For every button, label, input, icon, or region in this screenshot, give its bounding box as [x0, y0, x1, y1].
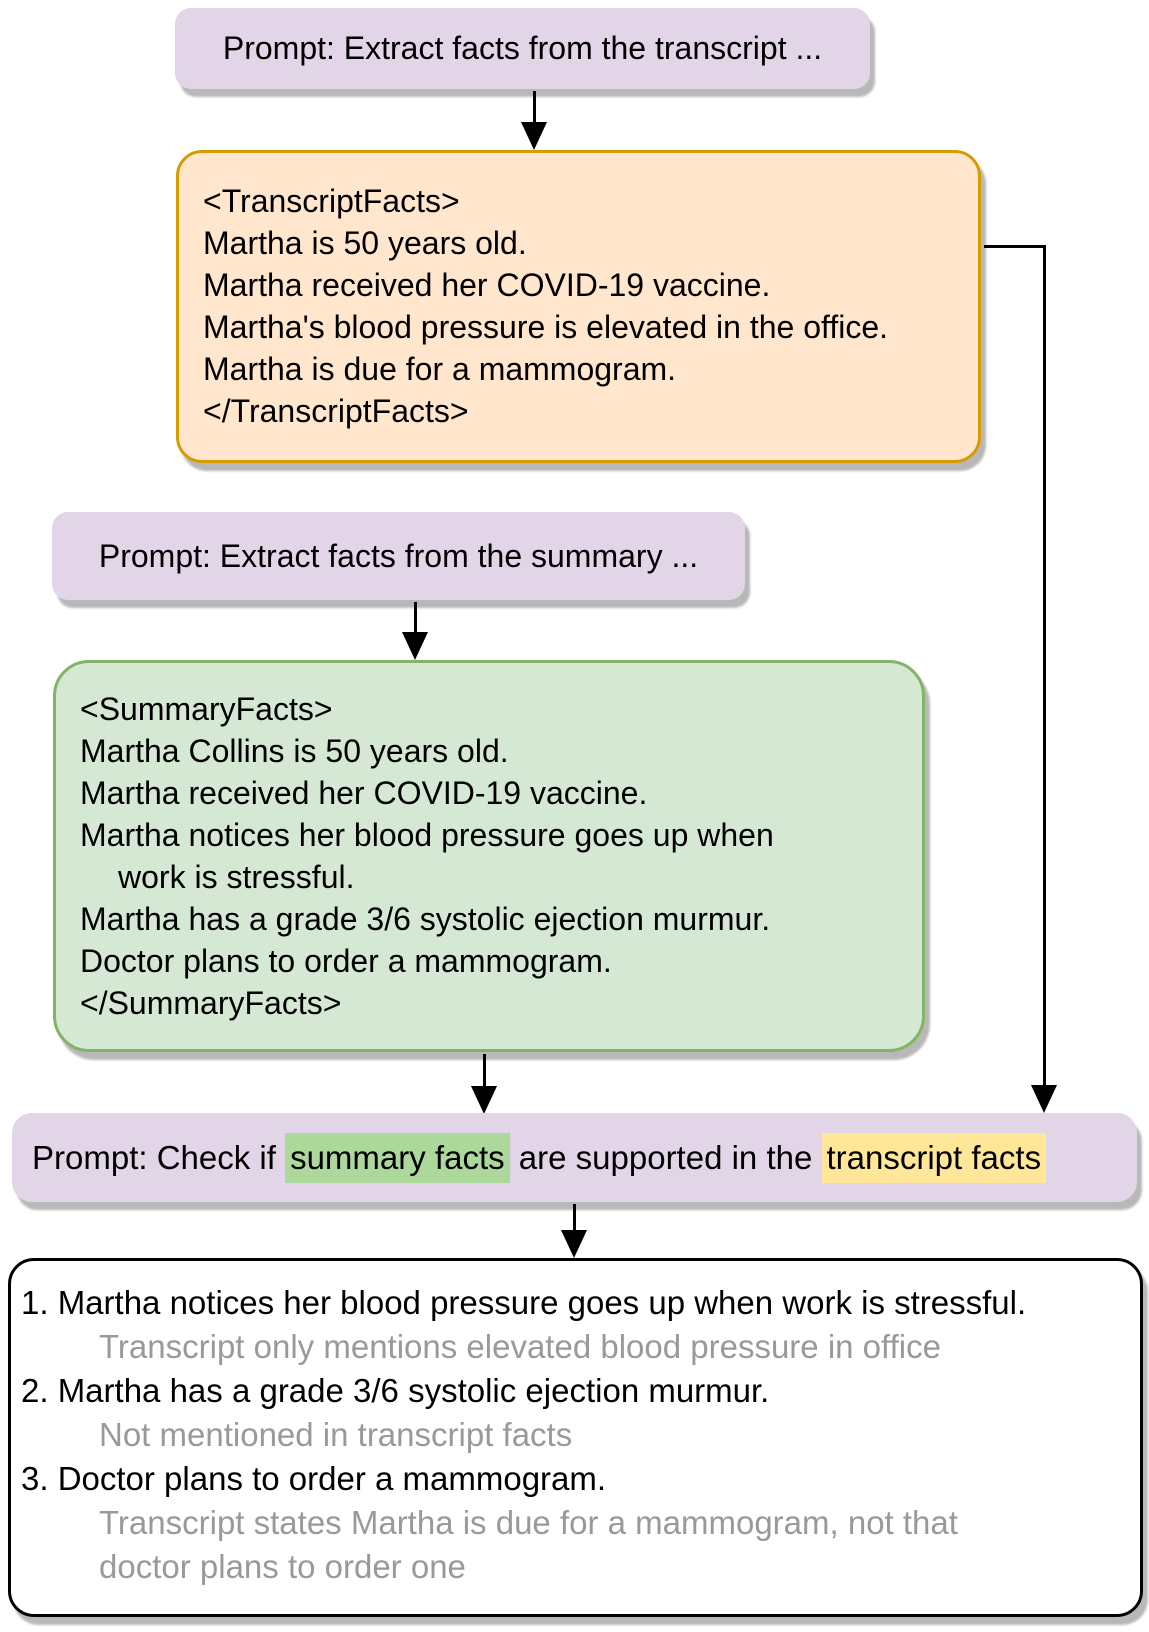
check-prompt-middle: are supported in the: [509, 1138, 822, 1176]
summary-fact-line-continuation: work is stressful.: [118, 859, 355, 895]
prompt-extract-transcript-label: Prompt: Extract facts from the transcript ...: [222, 30, 823, 66]
result-note: Transcript only mentions elevated blood pressure in office: [99, 1328, 941, 1365]
result-note: Transcript states Martha is due for a mammogram, not that doctor plans to order one: [99, 1504, 958, 1585]
result-note: Not mentioned in transcript facts: [99, 1416, 573, 1453]
arrow-check-to-results-head: [561, 1230, 587, 1258]
arrow-summary-to-check-head: [471, 1086, 497, 1114]
arrow-prompt-to-transcript-head: [521, 122, 547, 150]
prompt-check-support: [12, 1113, 1137, 1202]
check-prompt-prefix: Prompt: Check if: [32, 1138, 286, 1176]
result-item: [21, 1369, 1130, 1457]
transcript-facts-highlight: transcript facts: [822, 1133, 1047, 1183]
result-item: [21, 1281, 1130, 1369]
summary-fact-line: Martha notices her blood pressure goes up when: [80, 817, 774, 853]
connector-transcript-to-check-head: [1031, 1085, 1057, 1113]
summary-facts-box: [53, 660, 925, 1052]
prompt-extract-summary-label: Prompt: Extract facts from the summary ...: [98, 537, 699, 574]
result-fact: 1. Martha notices her blood pressure goes up when work is stressful.: [21, 1284, 1027, 1321]
transcript-fact-line: Martha is 50 years old.: [203, 225, 527, 261]
summary-facts-close-tag: </SummaryFacts>: [80, 985, 342, 1021]
summary-fact-line: Doctor plans to order a mammogram.: [80, 943, 612, 979]
connector-transcript-to-check-horizontal: [984, 245, 1046, 248]
transcript-facts-open-tag: <TranscriptFacts>: [203, 183, 460, 219]
prompt-extract-transcript-facts: [175, 8, 870, 89]
summary-fact-line: Martha Collins is 50 years old.: [80, 733, 509, 769]
result-item: [21, 1457, 1130, 1589]
connector-transcript-to-check-vertical: [1043, 245, 1046, 1087]
transcript-fact-line: Martha received her COVID-19 vaccine.: [203, 267, 771, 303]
summary-facts-open-tag: <SummaryFacts>: [80, 691, 333, 727]
transcript-fact-line: Martha's blood pressure is elevated in the office.: [203, 309, 889, 345]
summary-facts-highlight: summary facts: [285, 1133, 510, 1183]
arrow-prompt-to-transcript-stem: [533, 91, 536, 125]
summary-fact-line: Martha received her COVID-19 vaccine.: [80, 775, 648, 811]
transcript-facts-close-tag: </TranscriptFacts>: [203, 393, 469, 429]
transcript-facts-box: [176, 150, 981, 463]
arrow-prompt-to-summary-head: [402, 632, 428, 660]
result-fact: 2. Martha has a grade 3/6 systolic ejection murmur.: [21, 1372, 770, 1409]
summary-fact-line: Martha has a grade 3/6 systolic ejection murmur.: [80, 901, 771, 937]
prompt-extract-summary-facts: [52, 512, 745, 600]
arrow-prompt-to-summary-stem: [414, 602, 417, 634]
verification-results-box: [8, 1258, 1143, 1617]
result-fact: 3. Doctor plans to order a mammogram.: [21, 1460, 607, 1497]
arrow-summary-to-check-stem: [483, 1054, 486, 1088]
transcript-fact-line: Martha is due for a mammogram.: [203, 351, 677, 387]
